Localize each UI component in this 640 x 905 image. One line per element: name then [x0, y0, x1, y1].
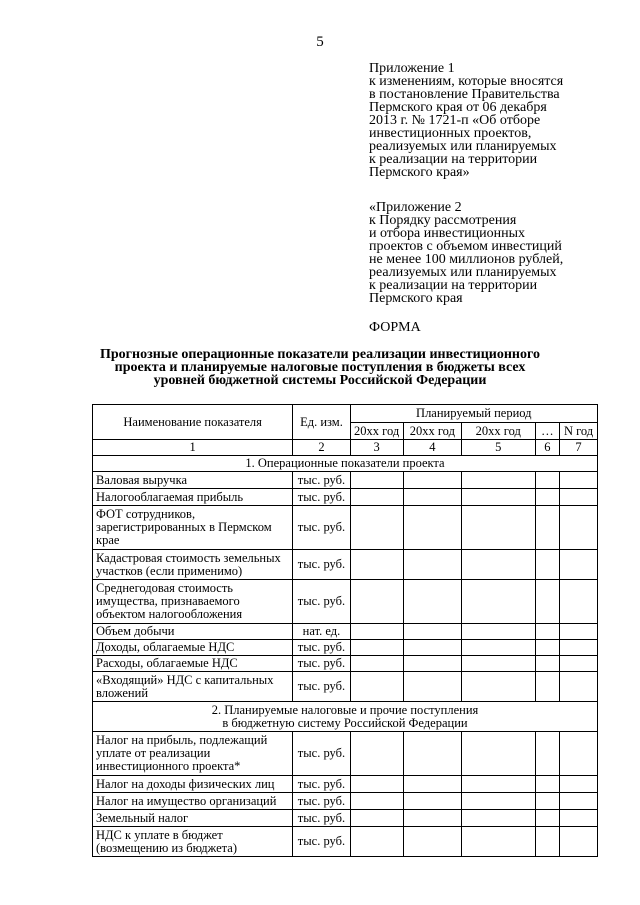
value-cell: [560, 810, 598, 827]
value-cell: [350, 640, 403, 656]
value-cell: [461, 732, 535, 776]
column-number: 7: [560, 440, 598, 456]
value-cell: [403, 732, 461, 776]
indicator-name: [93, 732, 293, 776]
value-cell: [403, 472, 461, 489]
indicator-line: уплате от реализации: [96, 746, 211, 760]
indicator-line: имущества, признаваемого: [96, 594, 240, 608]
page-number: 5: [316, 34, 324, 50]
indicator-line: Налог на доходы физических лиц: [96, 776, 275, 791]
annex-1-line: Приложение 1: [369, 61, 455, 76]
header-year: …: [535, 423, 560, 440]
column-number: 4: [403, 440, 461, 456]
value-cell: [535, 550, 560, 580]
value-cell: [560, 656, 598, 672]
indicator-name: [93, 506, 293, 550]
value-cell: [461, 672, 535, 702]
header-year: 20хх год: [461, 423, 535, 440]
indicator-line: Кадастровая стоимость земельных: [96, 550, 281, 565]
header-year: 20хх год: [403, 423, 461, 440]
document-title: [60, 348, 580, 387]
section-1-header: 1. Операционные показатели проекта: [93, 456, 598, 472]
annex-1-line: в постановление Правительства: [369, 87, 560, 102]
indicator-unit: тыс. руб.: [293, 810, 350, 827]
value-cell: [560, 624, 598, 640]
indicator-unit: тыс. руб.: [293, 550, 350, 580]
annex-1-line: Пермского края от 06 декабря: [369, 100, 547, 115]
indicator-unit: тыс. руб.: [293, 580, 350, 624]
annex-1-line: реализуемых или планируемых: [369, 139, 557, 154]
indicator-line: Объем добычи: [96, 624, 175, 638]
value-cell: [461, 506, 535, 550]
value-cell: [560, 776, 598, 793]
indicator-unit: тыс. руб.: [293, 472, 350, 489]
value-cell: [560, 580, 598, 624]
value-cell: [560, 506, 598, 550]
annex-2-note: [369, 201, 609, 305]
section-2-line: в бюджетную систему Российской Федерации: [222, 715, 468, 730]
indicator-name: [93, 489, 293, 506]
value-cell: [535, 672, 560, 702]
value-cell: [403, 506, 461, 550]
value-cell: [350, 656, 403, 672]
annex-2-line: Пермского края: [369, 291, 463, 306]
value-cell: [535, 793, 560, 810]
value-cell: [461, 640, 535, 656]
value-cell: [535, 656, 560, 672]
annex-1-line: к изменениям, которые вносятся: [369, 74, 564, 89]
column-number: 6: [535, 440, 560, 456]
indicator-line: Налог на имущество организаций: [96, 793, 277, 808]
annex-2-line: «Приложение 2: [369, 200, 462, 215]
indicator-unit: тыс. руб.: [293, 672, 350, 702]
indicator-unit: тыс. руб.: [293, 732, 350, 776]
title-line: проекта и планируемые налоговые поступления в бюджеты всех: [114, 360, 526, 375]
indicator-unit: тыс. руб.: [293, 489, 350, 506]
indicator-line: Валовая выручка: [96, 472, 187, 487]
column-number: 5: [461, 440, 535, 456]
annex-2-line: к Порядку рассмотрения: [369, 213, 517, 228]
form-label: ФОРМА: [369, 320, 421, 335]
indicator-line: «Входящий» НДС с капитальных: [96, 672, 274, 687]
value-cell: [560, 472, 598, 489]
annex-2-line: к реализации на территории: [369, 278, 538, 293]
indicator-unit: нат. ед.: [293, 624, 350, 640]
annex-2-line: не менее 100 миллионов рублей,: [369, 252, 564, 267]
header-name: Наименование показателя: [93, 405, 293, 440]
header-period: Планируемый период: [350, 405, 597, 423]
value-cell: [560, 732, 598, 776]
indicator-line: ФОТ сотрудников,: [96, 507, 196, 521]
annex-1-line: инвестиционных проектов,: [369, 126, 532, 141]
indicator-unit: тыс. руб.: [293, 776, 350, 793]
value-cell: [461, 656, 535, 672]
value-cell: [535, 489, 560, 506]
value-cell: [461, 776, 535, 793]
annex-2-line: реализуемых или планируемых: [369, 265, 557, 280]
value-cell: [350, 472, 403, 489]
value-cell: [560, 489, 598, 506]
annex-2-line: и отбора инвестиционных: [369, 226, 526, 241]
indicator-unit: тыс. руб.: [293, 827, 350, 857]
value-cell: [403, 672, 461, 702]
value-cell: [535, 580, 560, 624]
indicators-table: [92, 404, 598, 857]
header-year: 20хх год: [350, 423, 403, 440]
value-cell: [403, 624, 461, 640]
column-number: 3: [350, 440, 403, 456]
indicator-line: инвестиционного проекта*: [96, 759, 241, 773]
value-cell: [535, 640, 560, 656]
value-cell: [403, 776, 461, 793]
value-cell: [461, 810, 535, 827]
value-cell: [461, 580, 535, 624]
indicator-line: участков (если применимо): [96, 563, 243, 578]
value-cell: [403, 810, 461, 827]
value-cell: [560, 550, 598, 580]
value-cell: [350, 672, 403, 702]
value-cell: [403, 489, 461, 506]
indicator-line: Доходы, облагаемые НДС: [96, 640, 235, 654]
column-number: 2: [293, 440, 350, 456]
value-cell: [350, 550, 403, 580]
title-line: Прогнозные операционные показатели реализации инвестиционного: [100, 347, 540, 362]
column-number: 1: [93, 440, 293, 456]
indicator-name: [93, 776, 293, 793]
section-2-header: [93, 702, 598, 732]
value-cell: [350, 793, 403, 810]
indicator-line: Земельный налог: [96, 810, 189, 825]
value-cell: [535, 810, 560, 827]
indicator-name: [93, 656, 293, 672]
annex-1-note: [369, 62, 609, 179]
indicator-line: Среднегодовая стоимость: [96, 581, 234, 595]
value-cell: [350, 506, 403, 550]
value-cell: [535, 732, 560, 776]
annex-2-line: проектов с объемом инвестиций: [369, 239, 562, 254]
value-cell: [560, 640, 598, 656]
indicator-unit: тыс. руб.: [293, 793, 350, 810]
indicator-name: [93, 624, 293, 640]
indicator-line: Налогооблагаемая прибыль: [96, 489, 244, 504]
value-cell: [461, 827, 535, 857]
indicator-name: [93, 810, 293, 827]
header-year: N год: [560, 423, 598, 440]
value-cell: [350, 624, 403, 640]
indicator-line: (возмещению из бюджета): [96, 840, 237, 855]
indicator-unit: тыс. руб.: [293, 506, 350, 550]
value-cell: [350, 776, 403, 793]
value-cell: [403, 793, 461, 810]
value-cell: [350, 580, 403, 624]
annex-1-line: к реализации на территории: [369, 152, 538, 167]
value-cell: [403, 640, 461, 656]
value-cell: [461, 489, 535, 506]
indicator-name: [93, 640, 293, 656]
indicator-name: [93, 580, 293, 624]
indicator-name: [93, 472, 293, 489]
value-cell: [461, 624, 535, 640]
indicator-line: Налог на прибыль, подлежащий: [96, 733, 268, 747]
value-cell: [461, 793, 535, 810]
indicator-line: крае: [96, 533, 120, 547]
header-unit: Ед. изм.: [293, 405, 350, 440]
value-cell: [350, 827, 403, 857]
value-cell: [350, 732, 403, 776]
annex-1-line: 2013 г. № 1721-п «Об отборе: [369, 113, 541, 128]
value-cell: [461, 472, 535, 489]
value-cell: [535, 506, 560, 550]
indicator-name: [93, 827, 293, 857]
value-cell: [560, 793, 598, 810]
value-cell: [535, 472, 560, 489]
title-line: уровней бюджетной системы Российской Федерации: [153, 373, 487, 388]
value-cell: [560, 827, 598, 857]
indicator-line: объектом налогообложения: [96, 607, 243, 621]
indicator-name: [93, 550, 293, 580]
indicator-unit: тыс. руб.: [293, 640, 350, 656]
value-cell: [461, 550, 535, 580]
value-cell: [403, 580, 461, 624]
annex-1-line: Пермского края»: [369, 165, 470, 180]
value-cell: [535, 776, 560, 793]
indicator-name: [93, 672, 293, 702]
value-cell: [535, 624, 560, 640]
value-cell: [403, 550, 461, 580]
indicator-unit: тыс. руб.: [293, 656, 350, 672]
value-cell: [350, 489, 403, 506]
indicator-line: вложений: [96, 685, 149, 700]
value-cell: [535, 827, 560, 857]
indicator-line: НДС к уплате в бюджет: [96, 827, 223, 842]
value-cell: [350, 810, 403, 827]
value-cell: [403, 827, 461, 857]
indicator-name: [93, 793, 293, 810]
indicator-line: Расходы, облагаемые НДС: [96, 656, 238, 670]
indicator-line: зарегистрированных в Пермском: [96, 520, 272, 534]
value-cell: [560, 672, 598, 702]
section-2-line: 2. Планируемые налоговые и прочие поступления: [211, 702, 479, 717]
value-cell: [403, 656, 461, 672]
